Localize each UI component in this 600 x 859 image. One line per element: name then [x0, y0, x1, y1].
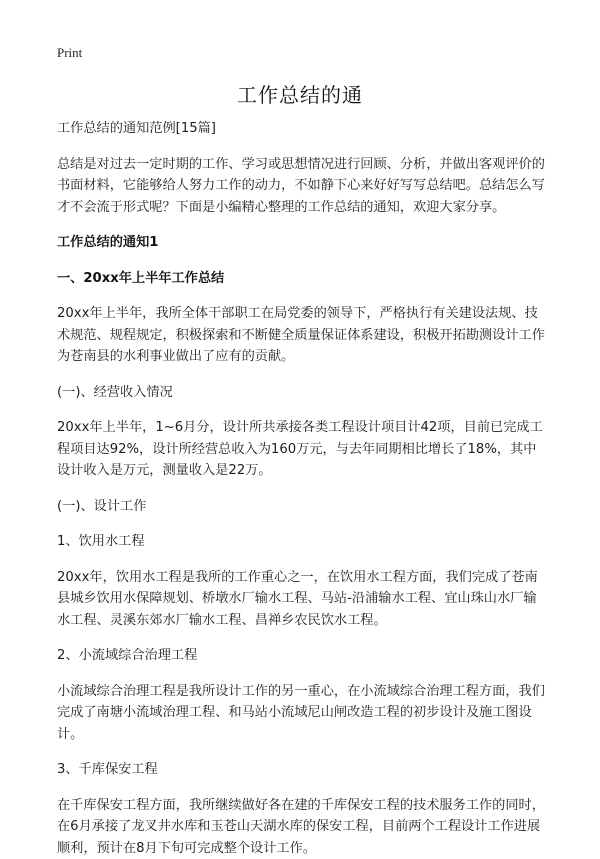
intro-paragraph: 总结是对过去一定时期的工作、学习或思想情况进行回顾、分析，并做出客观评价的书面材料，它能够给人努力工作的动力，不如静下心来好好写写总结吧。总结怎么写才不会流于形式呢？下面是小编精心整理的工作总结的通知，欢迎大家分享。 — [57, 154, 549, 219]
section-heading: 工作总结的通知1 — [57, 232, 549, 254]
item2-heading: 2、小流域综合治理工程 — [57, 645, 549, 667]
item3-heading: 3、千库保安工程 — [57, 759, 549, 781]
item2-paragraph: 小流域综合治理工程是我所设计工作的另一重心，在小流域综合治理工程方面，我们完成了南塘小流域治理工程、和马站小流域尼山闸改造工程的初步设计及施工图设计。 — [57, 681, 549, 746]
income-paragraph: 20xx年上半年，1~6月分，设计所共承接各类工程设计项目计42项，目前已完成工程项目达92%，设计所经营总收入为160万元，与去年同期相比增长了18%，其中设计收入是万元，测量收入是22万。 — [57, 417, 549, 482]
item1-paragraph: 20xx年，饮用水工程是我所的工作重心之一，在饮用水工程方面，我们完成了苍南县城乡饮用水保障规划、桥墩水厂输水工程、马站-沿浦输水工程、宜山珠山水厂输水工程、灵溪东郊水厂输水工程、昌禅乡农民饮水工程。 — [57, 567, 549, 632]
document-subtitle: 工作总结的通知范例[15篇] — [57, 118, 549, 140]
print-link[interactable]: Print — [57, 45, 82, 61]
item1-heading: 1、饮用水工程 — [57, 531, 549, 553]
item3-paragraph: 在千库保安工程方面，我所继续做好各在建的千库保安工程的技术服务工作的同时，在6月承接了龙叉井水库和玉苍山天湖水库的保安工程，目前两个工程设计工作进展顺利，预计在8月下旬可完成整个设计工作。 — [57, 795, 549, 859]
income-subheading: (一)、经营收入情况 — [57, 382, 549, 404]
part-heading: 一、20xx年上半年工作总结 — [57, 268, 549, 290]
overview-paragraph: 20xx年上半年，我所全体干部职工在局党委的领导下，严格执行有关建设法规、技术规范、规程规定，积极探索和不断健全质量保证体系建设，积极开拓勘测设计工作为苍南县的水利事业做出了应有的贡献。 — [57, 303, 549, 368]
document-body — [57, 118, 549, 859]
page-title: 工作总结的通 — [0, 79, 600, 108]
design-subheading: (一)、设计工作 — [57, 496, 549, 518]
